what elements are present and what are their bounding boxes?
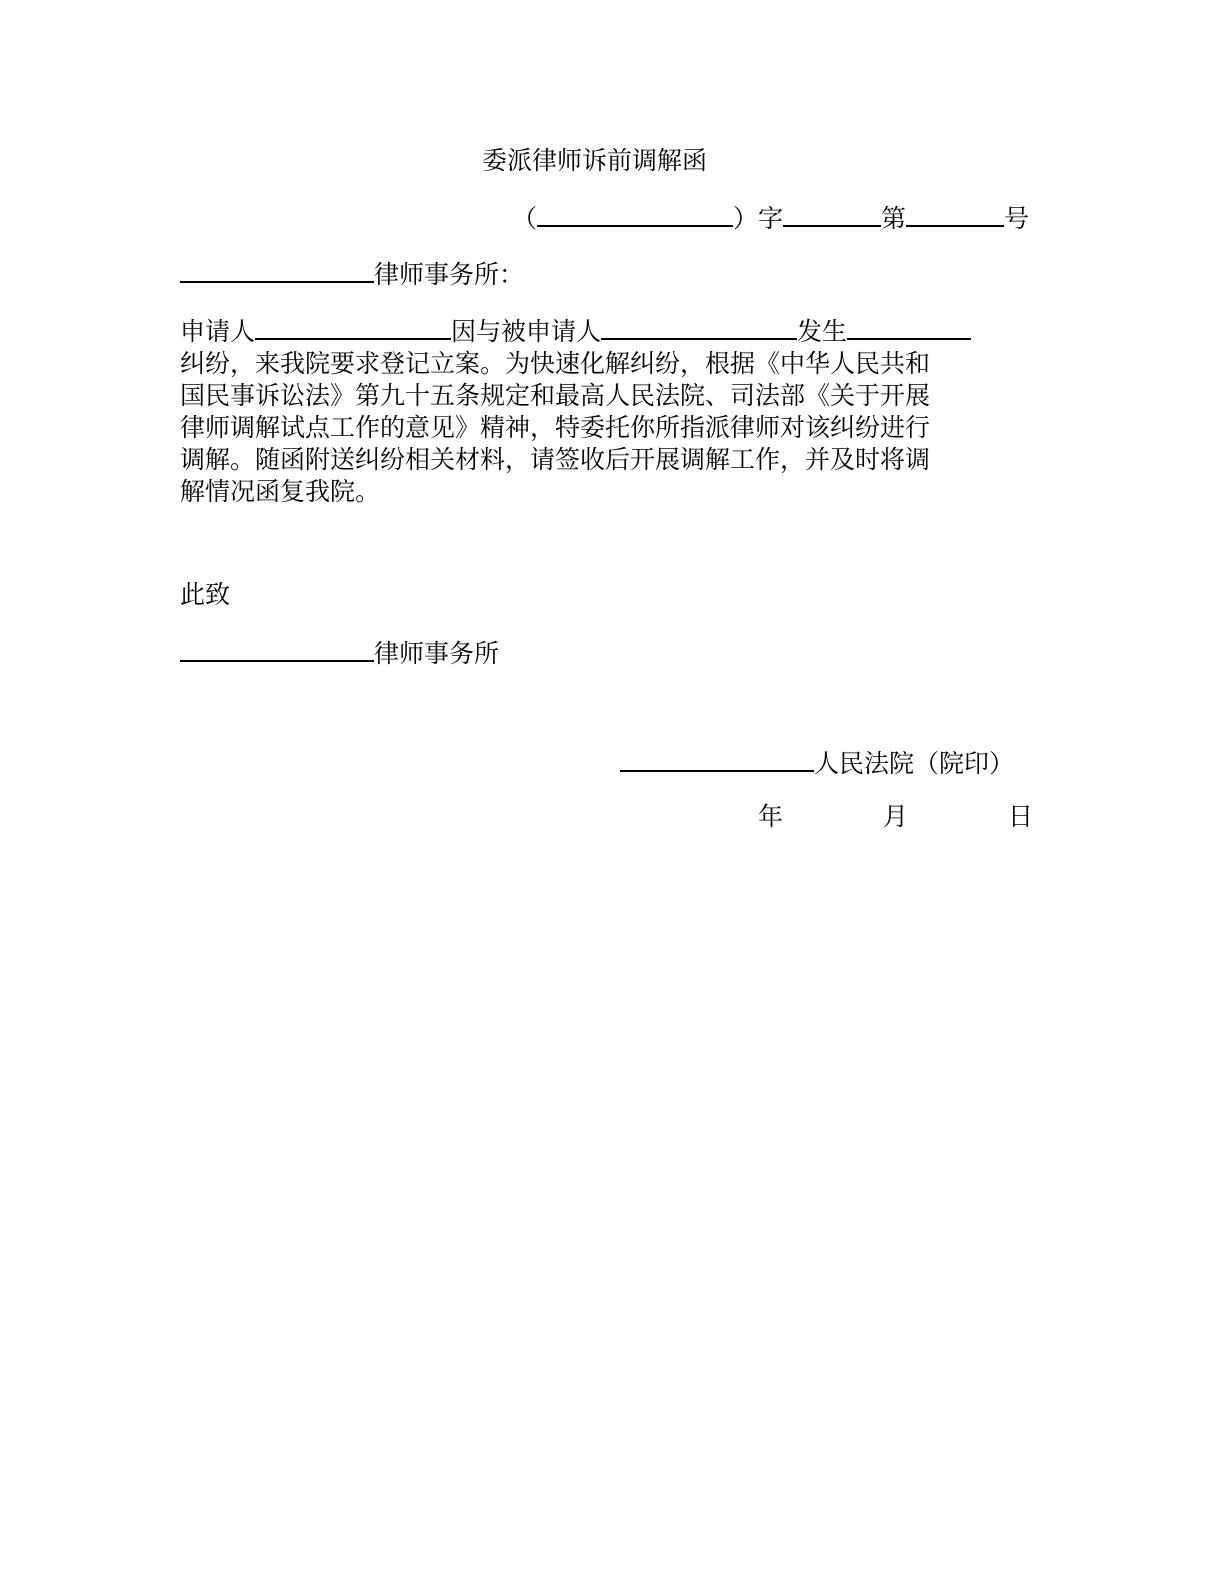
document-title: 委派律师诉前调解函: [482, 146, 708, 175]
body-line-6: 解情况函复我院。: [180, 477, 381, 506]
addressee-firm-blank: [180, 259, 374, 283]
dispute-label: 发生: [797, 317, 848, 346]
closing-recipient-suffix: 律师事务所: [374, 639, 500, 668]
court-signature-line: [620, 748, 1014, 776]
ref-zi-label: ）字: [733, 204, 784, 233]
ref-zi-blank: [783, 203, 881, 227]
addressee-suffix: 律师事务所：: [374, 260, 525, 289]
ref-open-paren: （: [512, 204, 538, 233]
respondent-label: 因与被申请人: [451, 317, 602, 346]
body-line-1: [180, 316, 1020, 348]
body-paragraph: [180, 316, 1020, 508]
court-seal-label: 人民法院（院印）: [814, 749, 1015, 778]
body-line-3: 国民事诉讼法》第九十五条规定和最高人民法院、司法部《关于开展: [180, 381, 931, 410]
closing-salutation: 此致: [180, 580, 231, 609]
date-month: 月: [883, 802, 909, 831]
closing-recipient-line: [180, 638, 499, 666]
ref-di-label: 第: [881, 204, 907, 233]
body-line-4: 律师调解试点工作的意见》精神，特委托你所指派律师对该纠纷进行: [180, 413, 931, 442]
dispute-type-blank: [847, 316, 971, 340]
closing-firm-blank: [180, 638, 374, 662]
body-line-2: 纠纷，来我院要求登记立案。为快速化解纠纷，根据《中华人民共和: [180, 349, 931, 378]
body-line-5: 调解。随函附送纠纷相关材料，请签收后开展调解工作，并及时将调: [180, 445, 931, 474]
respondent-blank: [601, 316, 797, 340]
ref-number-blank: [906, 203, 1004, 227]
ref-hao-label: 号: [1004, 204, 1030, 233]
applicant-label: 申请人: [180, 317, 256, 346]
date-year: 年: [758, 802, 784, 831]
court-name-blank: [620, 748, 814, 772]
reference-number-line: [512, 203, 1029, 231]
addressee-line: [180, 259, 524, 287]
applicant-blank: [255, 316, 451, 340]
ref-year-blank: [537, 203, 733, 227]
date-day: 日: [1008, 802, 1034, 831]
